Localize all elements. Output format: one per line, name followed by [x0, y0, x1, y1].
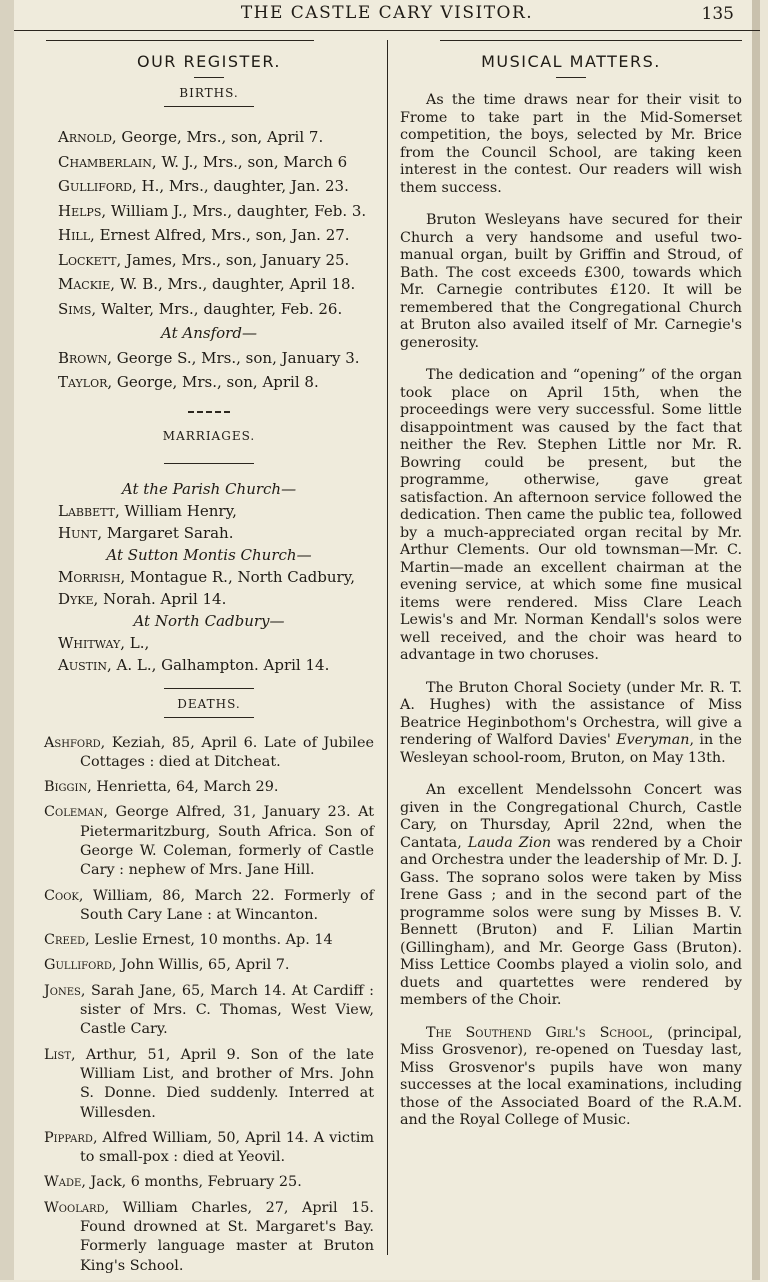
births-list — [44, 125, 374, 395]
birth-entry: Hill, Ernest Alfred, Mrs., son, Jan. 27. — [58, 226, 350, 244]
marriage-place: At the Parish Church— — [121, 479, 297, 498]
magazine-page — [14, 0, 760, 1280]
marriages-list — [44, 478, 374, 676]
page-edge — [752, 0, 760, 1280]
marriage-place: At Sutton Montis Church— — [106, 545, 312, 564]
column-top-rule — [440, 40, 742, 41]
deaths-under-rule — [164, 717, 254, 718]
births-rule — [164, 106, 254, 107]
publication-title: THE CASTLE CARY VISITOR. — [240, 3, 534, 23]
page-number: 135 — [701, 4, 734, 24]
deaths-heading: DEATHS. — [177, 696, 241, 711]
section-separator — [188, 411, 230, 413]
marriage-line: Dyke, Norah. April 14. — [58, 589, 227, 608]
death-entry: Ashford, Keziah, 85, April 6. Late of Jubilee Cottages : died at Ditcheat. — [44, 734, 374, 770]
musical-column — [400, 38, 742, 1145]
death-entry: Wade, Jack, 6 months, February 25. — [44, 1174, 302, 1191]
birth-entry: Arnold, George, Mrs., son, April 7. — [58, 128, 324, 146]
column-divider — [387, 40, 388, 1255]
death-entry: Cook, William, 86, March 22. Formerly of South Cary Lane : at Wincanton. — [44, 887, 374, 923]
death-entry: List, Arthur, 51, April 9. Son of the late William List, and brother of Mrs. John S. Donne. Died suddenly. Interred at Willesden. — [44, 1046, 374, 1121]
marriages-heading: MARRIAGES. — [162, 428, 256, 443]
marriage-line: Whitway, L., — [58, 633, 150, 652]
death-entry: Coleman, George Alfred, 31, January 23. At Pietermaritzburg, South Africa. Son of George W. Coleman, formerly of Castle Cary : nephew of Mrs. Jane Hill. — [44, 804, 374, 879]
musical-title: MUSICAL MATTERS. — [481, 52, 661, 71]
title-dash — [556, 77, 586, 78]
marriage-line: Austin, A. L., Galhampton. April 14. — [58, 655, 330, 674]
article-paragraph: An excellent Mendelssohn Concert was given in the Congregational Church, Castle Cary, on Thursday, April 22nd, when the Cantata, Lauda Zion was rendered by a Choir and Orchestra under the leadership of Mr. D. J. Gass. The soprano solos were taken by Miss Irene Gass ; and in the second part of the programme solos were sung by Misses B. V. Bennett (Bruton) and F. Lilian Martin (Gillingham), and Mr. George Gass (Bruton). Miss Lettice Coombs played a violin solo, and duets and quartettes were rendered by members of the Choir. — [400, 782, 742, 1008]
birth-entry: Taylor, George, Mrs., son, April 8. — [58, 373, 319, 391]
births-heading: BIRTHS. — [179, 86, 239, 100]
death-entry: Pippard, Alfred William, 50, April 14. A victim to small-pox : died at Yeovil. — [44, 1129, 374, 1166]
birth-entry: Gulliford, H., Mrs., daughter, Jan. 23. — [58, 177, 349, 195]
death-entry: Biggin, Henrietta, 64, March 29. — [44, 779, 279, 796]
birth-entry: Lockett, James, Mrs., son, January 25. — [58, 250, 350, 269]
column-top-rule — [46, 40, 314, 41]
marriages-rule — [164, 463, 254, 464]
title-dash — [194, 77, 224, 78]
death-entry: Jones, Sarah Jane, 65, March 14. At Cardiff : sister of Mrs. C. Thomas, West View, Castle Cary. — [44, 982, 374, 1038]
article-paragraph: Bruton Wesleyans have secured for their Church a very handsome and useful two-manual organ, built by Griffin and Stroud, of Bath. The cost exceeds £300, towards which Mr. Carnegie contributes £120. It will be remembered that the Congregational Church at Bruton also availed itself of Mr. Carnegie's generosity. — [400, 212, 742, 351]
birth-entry: Brown, George S., Mrs., son, January 3. — [58, 348, 360, 367]
birth-entry: Chamberlain, W. J., Mrs., son, March 6 — [58, 152, 348, 171]
ansford-subheading: At Ansford— — [161, 324, 257, 342]
death-entry: Creed, Leslie Ernest, 10 months. Ap. 14 — [44, 932, 333, 949]
marriage-line: Labbett, William Henry, — [58, 501, 237, 520]
death-entry: Woolard, William Charles, 27, April 15. Found drowned at St. Margaret's Bay. Formerly language master at Bruton King's School. — [44, 1199, 374, 1274]
article-paragraph: The Southend Girl's School, (principal, Miss Grosvenor), re-opened on Tuesday last, Miss Grosvenor's pupils have won many successes at the local examinations, including those of the Associated Board of the R.A.M. and the Royal College of Music. — [400, 1024, 743, 1128]
deaths-rule — [164, 688, 254, 689]
article-paragraph: The Bruton Choral Society (under Mr. R. T. A. Hughes) with the assistance of Miss Beatrice Heginbothom's Orchestra, will give a rendering of Walford Davies' Everyman, in the Wesleyan school-room, Bruton, on May 13th. — [400, 679, 743, 766]
marriage-place: At North Cadbury— — [133, 611, 285, 630]
article-paragraph: The dedication and “opening” of the organ took place on April 15th, when the proceedings were very successful. Some little disappointment was caused by the fact that neither the Rev. Stephen Little nor Mr. R. Bowring could be present, but the programme, otherwise, gave great satisfaction. An afternoon service followed the dedication. Then came the public tea, followed by a much-appreciated organ recital by Mr. Arthur Clements. Our old townsman—Mr. C. Martin—made an excellent chairman at the evening service, at which some fine musical items were rendered. Miss Clare Leach Lewis's and Mr. Norman Kendall's solos were well received, and the choir was heard to advantage in two choruses. — [400, 367, 742, 663]
article-paragraph: As the time draws near for their visit to Frome to take part in the Mid-Somerset competition, the boys, selected by Mr. Brice from the Council School, are taking keen interest in the contest. Our readers will wish them success. — [400, 92, 742, 196]
marriage-line: Hunt, Margaret Sarah. — [58, 523, 234, 542]
register-title: OUR REGISTER. — [136, 52, 282, 71]
birth-entry: Sims, Walter, Mrs., daughter, Feb. 26. — [58, 299, 343, 318]
register-column — [44, 38, 374, 1282]
birth-entry: Mackie, W. B., Mrs., daughter, April 18. — [58, 275, 356, 293]
death-entry: Gulliford, John Willis, 65, April 7. — [44, 957, 290, 974]
birth-entry: Helps, William J., Mrs., daughter, Feb. 3. — [58, 201, 367, 220]
running-header — [14, 0, 760, 31]
deaths-list — [44, 734, 374, 1276]
marriage-line: Morrish, Montague R., North Cadbury, — [58, 567, 355, 586]
page-gutter — [0, 0, 14, 1280]
